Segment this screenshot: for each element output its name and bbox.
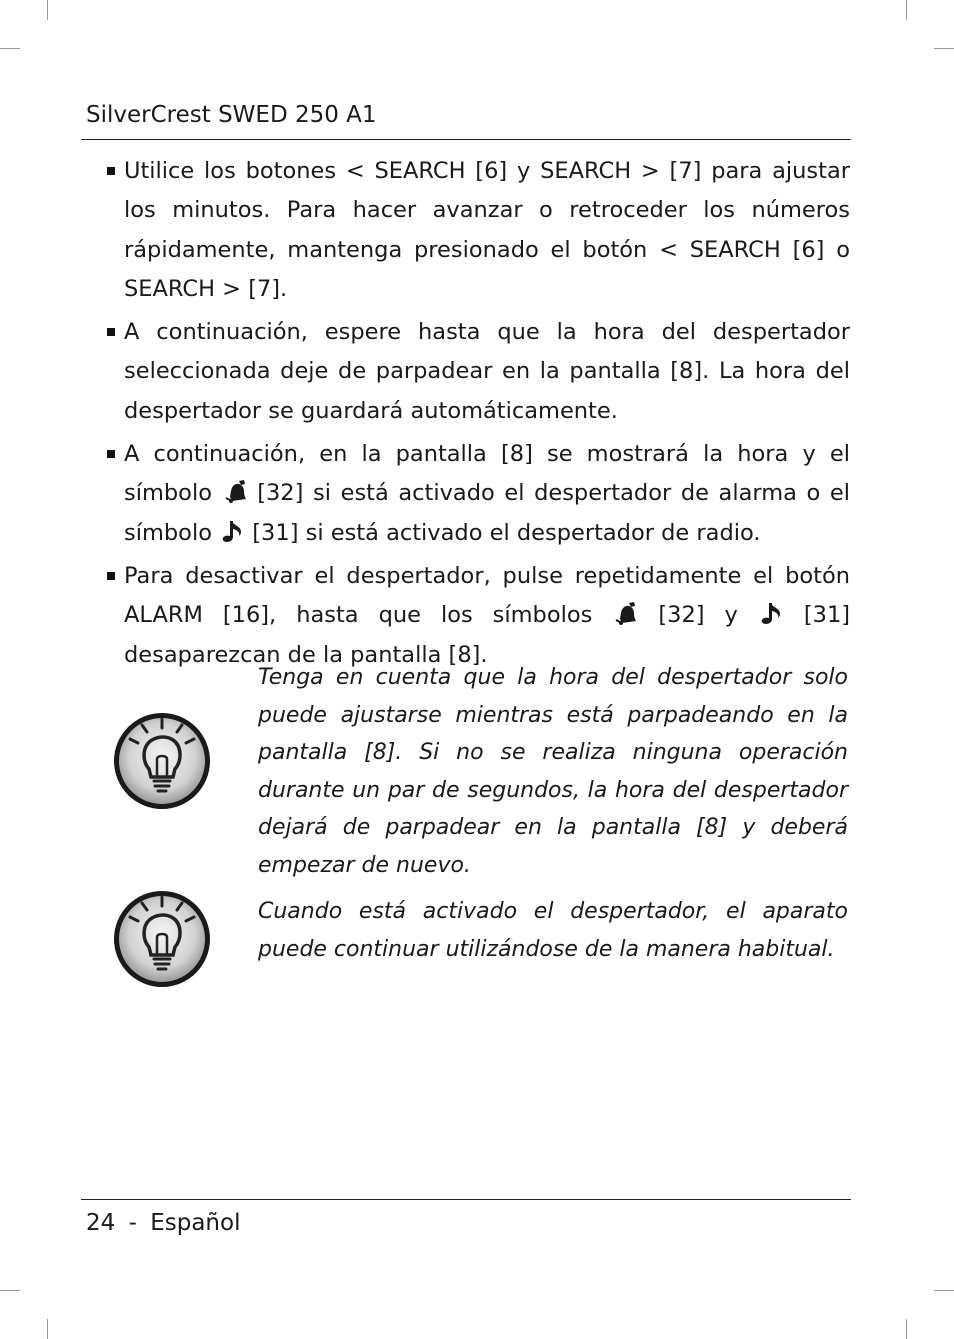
header-title: SilverCrest SWED 250 A1 (86, 102, 377, 128)
crop-mark (934, 1290, 954, 1291)
tip-note-text: Tenga en cuenta que la hora del despertador solo puede ajustarse mientras está parpadeando en la pantalla [8]. Si no se realiza ninguna operación durante un par de segundos, la hora del despertador dejará de parpadear en la pantalla [8] y deberá empezar de nuevo. (258, 665, 848, 878)
bell-icon (612, 600, 638, 626)
list-item-text: Para desactivar el despertador, pulse repetidamente el botón ALARM [16], hasta que los símbolos (124, 562, 850, 629)
list-item (104, 557, 850, 675)
instruction-list (104, 152, 850, 679)
crop-mark (0, 1290, 20, 1291)
crop-mark (0, 48, 20, 49)
list-item-text: [31] desaparezcan de la pantalla [8]. (124, 602, 851, 668)
music-note-icon (219, 518, 245, 544)
footer-separator: - (128, 1210, 137, 1236)
tip-note (258, 893, 848, 968)
tip-note-text: Cuando está activado el despertador, el aparato puede continuar utilizándose de la manera habitual. (258, 899, 848, 962)
list-item-text: A continuación, espere hasta que la hora del despertador seleccionada deje de parpadear en la pantalla [8]. La hora del despertador se guardará automáticamente. (124, 319, 850, 424)
crop-mark (47, 1319, 48, 1339)
page-footer (86, 1207, 240, 1239)
footer-language: Español (150, 1210, 241, 1236)
crop-mark (934, 48, 954, 49)
list-item (104, 313, 850, 431)
list-item-text: [32] y (658, 602, 738, 629)
header-rule (81, 139, 851, 140)
list-item-text: Utilice los botones < SEARCH [6] y SEARCH > [7] para ajustar los minutos. Para hacer avanzar o retroceder los números rápidamente, mantenga presionado el botón < SEARCH [6] o SEARCH > [7]. (124, 158, 850, 302)
bullet-marker (107, 450, 115, 458)
tip-note (258, 659, 848, 884)
lightbulb-icon (112, 889, 212, 989)
crop-mark (906, 0, 907, 20)
bullet-marker (107, 572, 115, 580)
crop-mark (47, 0, 48, 20)
page-header (86, 100, 850, 130)
bullet-marker (107, 328, 115, 336)
music-note-icon (758, 600, 784, 626)
list-item (104, 152, 850, 309)
list-item-text: [32] si está activado el despertador de alarma o el símbolo (124, 480, 851, 546)
crop-mark (906, 1319, 907, 1339)
list-item-text: A continuación, en la pantalla [8] se mostrará la hora y el símbolo (124, 441, 850, 507)
list-item-text: [31] si está activado el despertador de radio. (252, 519, 761, 546)
footer-rule (81, 1199, 851, 1200)
lightbulb-icon (112, 711, 212, 811)
bullet-marker (107, 167, 115, 175)
bell-icon (222, 478, 248, 504)
list-item (104, 435, 850, 553)
page-number: 24 (86, 1210, 116, 1236)
